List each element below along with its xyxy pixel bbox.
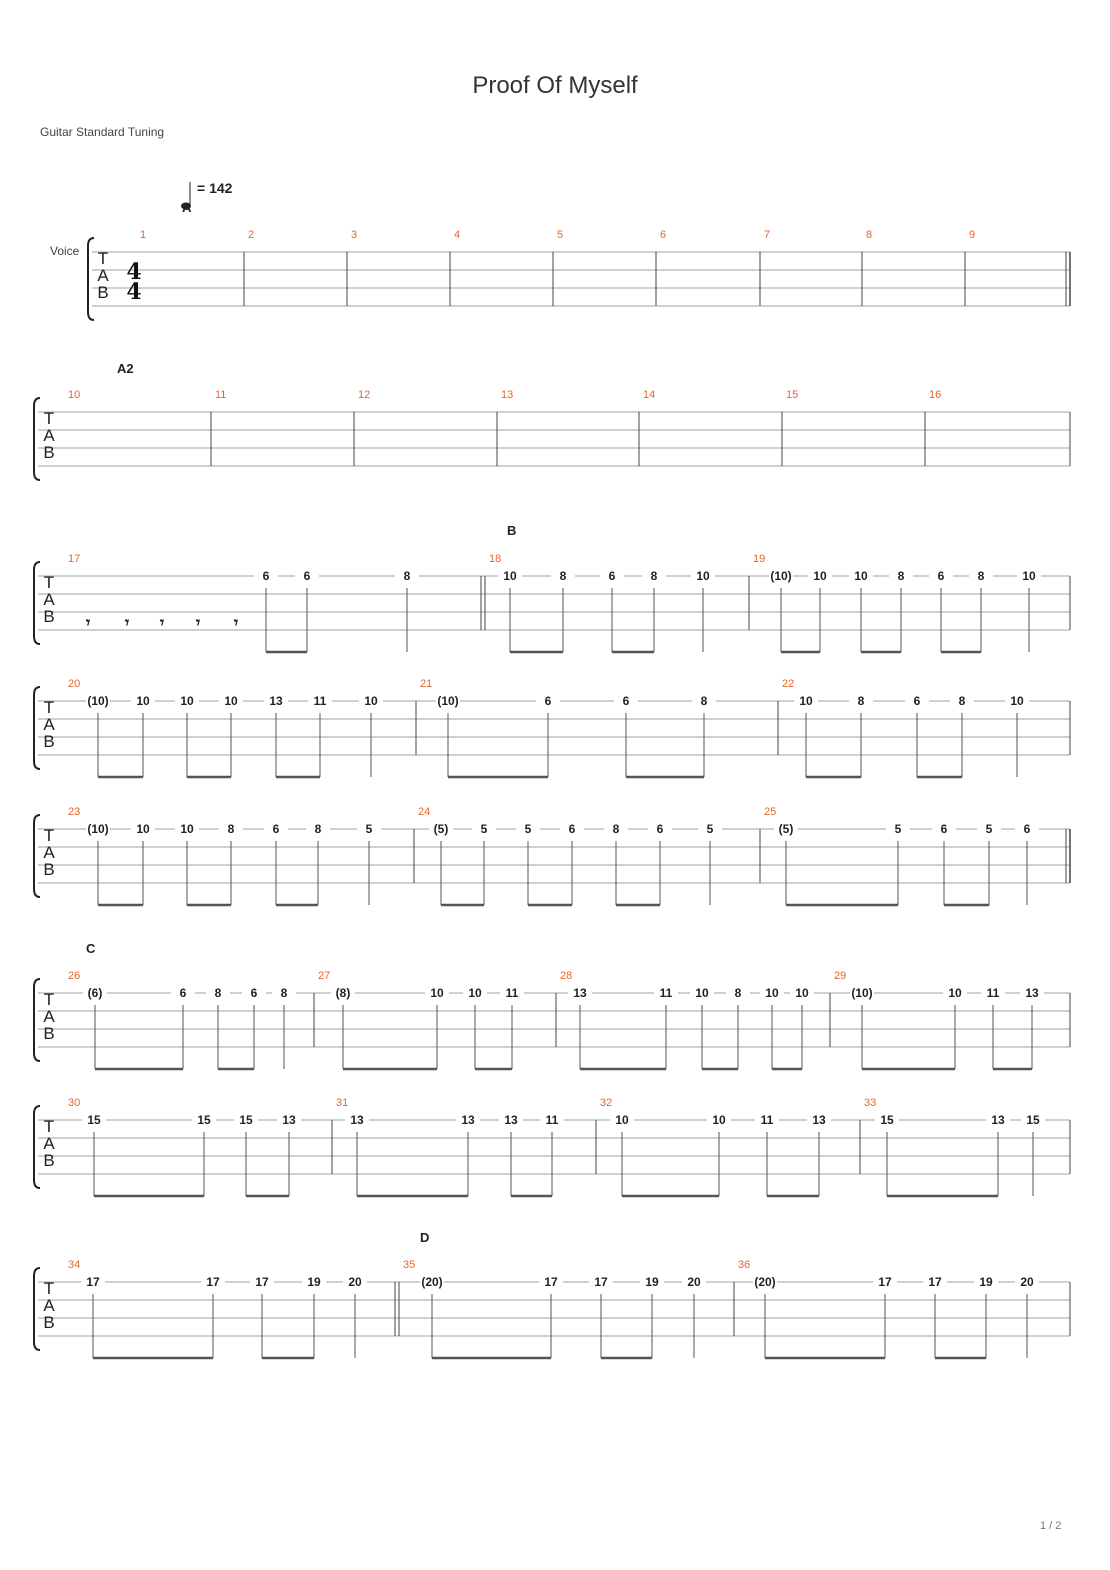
bar-number: 6 xyxy=(660,229,667,241)
bar-number: 22 xyxy=(782,678,795,690)
tab-clef-letter: B xyxy=(43,443,55,462)
system-bracket xyxy=(34,687,40,769)
fret-number: 10 xyxy=(696,569,710,583)
bar-number: 2 xyxy=(248,229,255,241)
tempo-note-head xyxy=(181,203,191,210)
tab-clef-letter: T xyxy=(97,249,109,268)
fret-number: 8 xyxy=(280,986,288,1000)
fret-number: 10 xyxy=(765,986,779,1000)
fret-number: (20) xyxy=(421,1275,443,1289)
fret-number: 17 xyxy=(594,1275,608,1289)
fret-number: 13 xyxy=(282,1113,296,1127)
song-title: Proof Of Myself xyxy=(472,72,638,99)
tab-clef-letter: B xyxy=(43,1151,55,1170)
tab-clef-letter: T xyxy=(43,1279,55,1298)
fret-number: 15 xyxy=(239,1113,253,1127)
fret-number: 6 xyxy=(272,822,280,836)
bar-number: 33 xyxy=(864,1097,877,1109)
fret-number: 10 xyxy=(712,1113,726,1127)
bar-number: 5 xyxy=(557,229,564,241)
bar-number: 11 xyxy=(215,389,227,401)
system-bracket xyxy=(34,815,40,897)
bar-number: 1 xyxy=(140,229,147,241)
bar-number: 21 xyxy=(420,678,433,690)
tab-clef-letter: B xyxy=(43,1024,55,1043)
fret-number: 6 xyxy=(544,694,552,708)
fret-number: 6 xyxy=(608,569,616,583)
tab-clef-letter: T xyxy=(43,826,55,845)
fret-number: 10 xyxy=(180,694,194,708)
bar-number: 7 xyxy=(764,229,771,241)
fret-number: 15 xyxy=(880,1113,894,1127)
fret-number: 6 xyxy=(568,822,576,836)
fret-number: 10 xyxy=(468,986,482,1000)
fret-number: 10 xyxy=(430,986,444,1000)
fret-number: 8 xyxy=(650,569,658,583)
fret-number: 5 xyxy=(480,822,488,836)
fret-number: 13 xyxy=(573,986,587,1000)
fret-number: 8 xyxy=(403,569,411,583)
bar-number: 26 xyxy=(68,970,81,982)
fret-number: 17 xyxy=(544,1275,558,1289)
bar-number: 30 xyxy=(68,1097,81,1109)
fret-number: 13 xyxy=(350,1113,364,1127)
fret-number: 8 xyxy=(214,986,222,1000)
section-marker: A2 xyxy=(117,361,134,376)
fret-number: 13 xyxy=(461,1113,475,1127)
fret-number: (10) xyxy=(770,569,792,583)
time-signature-top: 4 xyxy=(126,259,142,285)
bar-number: 27 xyxy=(318,970,331,982)
fret-number: 8 xyxy=(314,822,322,836)
fret-number: 8 xyxy=(897,569,905,583)
tab-clef-letter: A xyxy=(43,843,55,862)
fret-number: 13 xyxy=(1025,986,1039,1000)
bar-number: 3 xyxy=(351,229,358,241)
fret-number: 17 xyxy=(206,1275,220,1289)
fret-number: 19 xyxy=(979,1275,993,1289)
fret-number: 5 xyxy=(706,822,714,836)
fret-number: 10 xyxy=(615,1113,629,1127)
system-bracket xyxy=(34,1106,40,1188)
eighth-rest: 𝄾 xyxy=(124,613,130,632)
system-bracket xyxy=(34,562,40,644)
fret-number: (6) xyxy=(87,986,103,1000)
tab-clef-letter: T xyxy=(43,573,55,592)
section-marker: D xyxy=(420,1230,430,1245)
section-marker: C xyxy=(86,941,96,956)
tab-clef-letter: T xyxy=(43,698,55,717)
fret-number: 8 xyxy=(612,822,620,836)
fret-number: (10) xyxy=(851,986,873,1000)
bar-number: 18 xyxy=(489,553,502,565)
fret-number: 20 xyxy=(687,1275,701,1289)
fret-number: 17 xyxy=(255,1275,269,1289)
fret-number: 19 xyxy=(645,1275,659,1289)
fret-number: 10 xyxy=(795,986,809,1000)
fret-number: 13 xyxy=(269,694,283,708)
tab-clef-letter: B xyxy=(97,283,109,302)
eighth-rest: 𝄾 xyxy=(85,613,91,632)
tab-clef-letter: A xyxy=(97,266,109,285)
bar-number: 16 xyxy=(929,389,942,401)
bar-number: 15 xyxy=(786,389,799,401)
bar-number: 19 xyxy=(753,553,766,565)
tempo-marking: = 142 xyxy=(197,180,233,196)
fret-number: 10 xyxy=(224,694,238,708)
fret-number: 19 xyxy=(307,1275,321,1289)
bar-number: 17 xyxy=(68,553,81,565)
tuning-label: Guitar Standard Tuning xyxy=(40,125,165,139)
section-marker: B xyxy=(507,523,517,538)
fret-number: 10 xyxy=(1010,694,1024,708)
fret-number: 8 xyxy=(857,694,865,708)
bar-number: 25 xyxy=(764,806,777,818)
fret-number: 8 xyxy=(559,569,567,583)
fret-number: 15 xyxy=(87,1113,101,1127)
bar-number: 14 xyxy=(643,389,656,401)
system-bracket xyxy=(88,238,94,320)
bar-number: 20 xyxy=(68,678,81,690)
fret-number: 10 xyxy=(1022,569,1036,583)
fret-number: (10) xyxy=(87,822,109,836)
fret-number: 6 xyxy=(250,986,258,1000)
system-bracket xyxy=(34,1268,40,1350)
bar-number: 32 xyxy=(600,1097,613,1109)
fret-number: 10 xyxy=(695,986,709,1000)
fret-number: 10 xyxy=(503,569,517,583)
fret-number: 8 xyxy=(734,986,742,1000)
bar-number: 29 xyxy=(834,970,847,982)
fret-number: 15 xyxy=(197,1113,211,1127)
bar-number: 31 xyxy=(336,1097,349,1109)
fret-number: 17 xyxy=(928,1275,942,1289)
fret-number: 13 xyxy=(812,1113,826,1127)
tab-clef-letter: A xyxy=(43,1296,55,1315)
fret-number: (20) xyxy=(754,1275,776,1289)
fret-number: 20 xyxy=(348,1275,362,1289)
fret-number: 11 xyxy=(659,986,673,1000)
fret-number: 10 xyxy=(813,569,827,583)
fret-number: 20 xyxy=(1020,1275,1034,1289)
fret-number: (8) xyxy=(335,986,351,1000)
tab-clef-letter: T xyxy=(43,1117,55,1136)
fret-number: 11 xyxy=(505,986,519,1000)
bar-number: 9 xyxy=(969,229,976,241)
fret-number: 13 xyxy=(991,1113,1005,1127)
fret-number: 10 xyxy=(948,986,962,1000)
fret-number: 6 xyxy=(940,822,948,836)
page-number: 1 / 2 xyxy=(1040,1520,1062,1532)
fret-number: 10 xyxy=(799,694,813,708)
fret-number: 11 xyxy=(986,986,1000,1000)
fret-number: 13 xyxy=(504,1113,518,1127)
tab-clef-letter: A xyxy=(43,1007,55,1026)
fret-number: (10) xyxy=(437,694,459,708)
fret-number: 6 xyxy=(656,822,664,836)
fret-number: 5 xyxy=(365,822,373,836)
tab-clef-letter: B xyxy=(43,1313,55,1332)
tab-clef-letter: A xyxy=(43,715,55,734)
tab-clef-letter: B xyxy=(43,732,55,751)
bar-number: 28 xyxy=(560,970,573,982)
fret-number: 8 xyxy=(977,569,985,583)
fret-number: 6 xyxy=(262,569,270,583)
fret-number: 8 xyxy=(227,822,235,836)
fret-number: 10 xyxy=(136,694,150,708)
tab-clef-letter: T xyxy=(43,409,55,428)
fret-number: 6 xyxy=(303,569,311,583)
fret-number: 5 xyxy=(524,822,532,836)
fret-number: (10) xyxy=(87,694,109,708)
eighth-rest: 𝄾 xyxy=(195,613,201,632)
fret-number: 17 xyxy=(878,1275,892,1289)
fret-number: 10 xyxy=(136,822,150,836)
fret-number: 5 xyxy=(894,822,902,836)
bar-number: 36 xyxy=(738,1259,751,1271)
fret-number: 10 xyxy=(180,822,194,836)
bar-number: 13 xyxy=(501,389,514,401)
fret-number: (5) xyxy=(778,822,794,836)
eighth-rest: 𝄾 xyxy=(159,613,165,632)
bar-number: 35 xyxy=(403,1259,416,1271)
tab-clef-letter: A xyxy=(43,426,55,445)
fret-number: 6 xyxy=(622,694,630,708)
fret-number: 11 xyxy=(313,694,327,708)
system-bracket xyxy=(34,398,40,480)
tab-clef-letter: T xyxy=(43,990,55,1009)
fret-number: 11 xyxy=(760,1113,774,1127)
bar-number: 8 xyxy=(866,229,873,241)
bar-number: 12 xyxy=(358,389,371,401)
fret-number: 8 xyxy=(958,694,966,708)
system-bracket xyxy=(34,979,40,1061)
bar-number: 34 xyxy=(68,1259,81,1271)
track-name: Voice xyxy=(50,244,80,258)
fret-number: 17 xyxy=(86,1275,100,1289)
fret-number: 8 xyxy=(700,694,708,708)
fret-number: 15 xyxy=(1026,1113,1040,1127)
time-signature-bottom: 4 xyxy=(126,279,142,305)
fret-number: 11 xyxy=(545,1113,559,1127)
bar-number: 23 xyxy=(68,806,81,818)
fret-number: 6 xyxy=(179,986,187,1000)
tab-clef-letter: B xyxy=(43,860,55,879)
fret-number: 6 xyxy=(913,694,921,708)
bar-number: 10 xyxy=(68,389,81,401)
tab-clef-letter: A xyxy=(43,590,55,609)
fret-number: 10 xyxy=(854,569,868,583)
fret-number: 6 xyxy=(1023,822,1031,836)
bar-number: 4 xyxy=(454,229,461,241)
fret-number: (5) xyxy=(433,822,449,836)
fret-number: 6 xyxy=(937,569,945,583)
tab-clef-letter: A xyxy=(43,1134,55,1153)
tab-clef-letter: B xyxy=(43,607,55,626)
eighth-rest: 𝄾 xyxy=(233,613,239,632)
fret-number: 10 xyxy=(364,694,378,708)
fret-number: 5 xyxy=(985,822,993,836)
bar-number: 24 xyxy=(418,806,431,818)
